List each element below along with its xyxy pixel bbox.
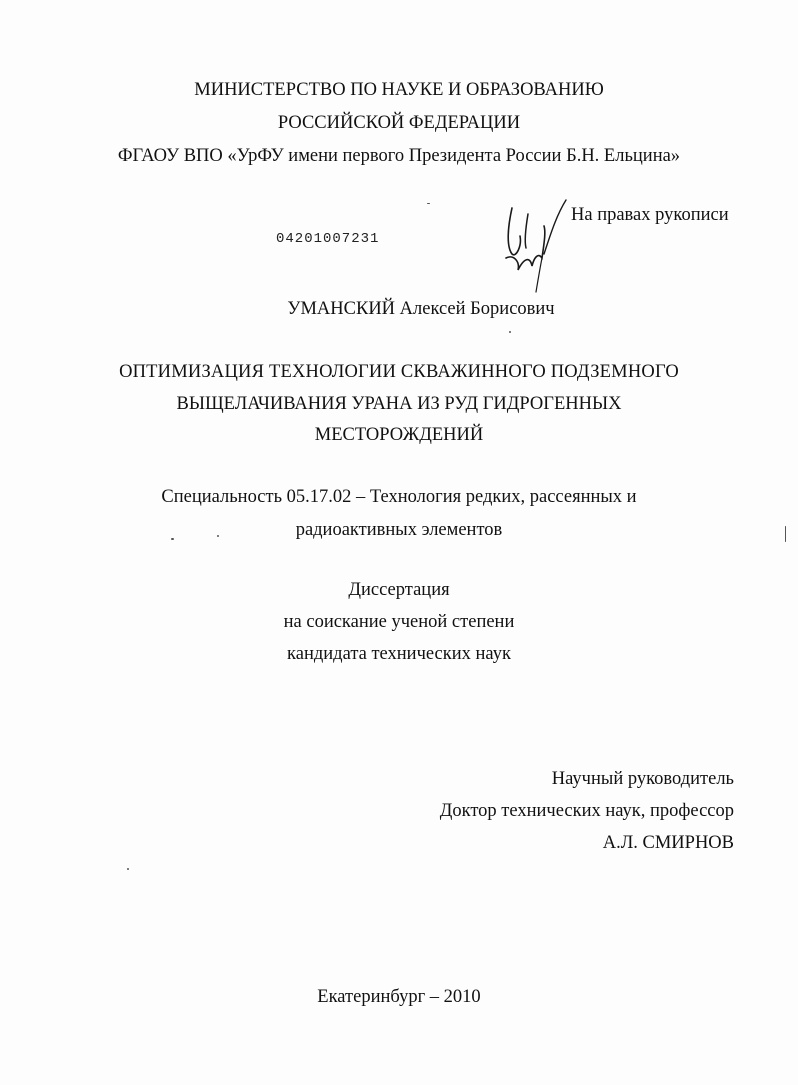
university-heading: ФГАОУ ВПО «УрФУ имени первого Президента России Б.Н. Ельцина» (117, 146, 681, 166)
federation-heading: РОССИЙСКОЙ ФЕДЕРАЦИИ (277, 113, 521, 133)
supervisor-title: Научный руководитель (551, 769, 734, 789)
registry-number: 04201007231 (276, 231, 380, 247)
dissertation-title-line-1: ОПТИМИЗАЦИЯ ТЕХНОЛОГИИ СКВАЖИННОГО ПОДЗЕМНОГО (119, 362, 679, 382)
city-year: Екатеринбург – 2010 (317, 987, 481, 1007)
specialty-line-1: Специальность 05.17.02 – Технология редких, рассеянных и (161, 487, 637, 507)
dissertation-label: Диссертация (348, 580, 450, 600)
scan-speck (217, 535, 219, 537)
scan-speck (785, 526, 786, 542)
dissertation-title-line-2: ВЫЩЕЛАЧИВАНИЯ УРАНА ИЗ РУД ГИДРОГЕННЫХ (176, 394, 622, 414)
specialty-line-2: радиоактивных элементов (295, 520, 503, 540)
ministry-heading: МИНИСТЕРСТВО ПО НАУКЕ И ОБРАЗОВАНИЮ (194, 80, 604, 100)
scan-speck (127, 868, 129, 870)
degree-purpose: на соискание ученой степени (283, 612, 515, 632)
degree-name: кандидата технических наук (287, 644, 511, 664)
supervisor-degree: Доктор технических наук, профессор (439, 801, 734, 821)
scan-speck (427, 203, 430, 204)
dissertation-title-line-3: МЕСТОРОЖДЕНИЙ (314, 425, 484, 445)
manuscript-rights-label: На правах рукописи (571, 205, 729, 225)
scan-speck (509, 331, 511, 333)
supervisor-name: А.Л. СМИРНОВ (602, 833, 734, 853)
author-name: УМАНСКИЙ Алексей Борисович (287, 299, 555, 319)
scan-speck (171, 538, 174, 540)
